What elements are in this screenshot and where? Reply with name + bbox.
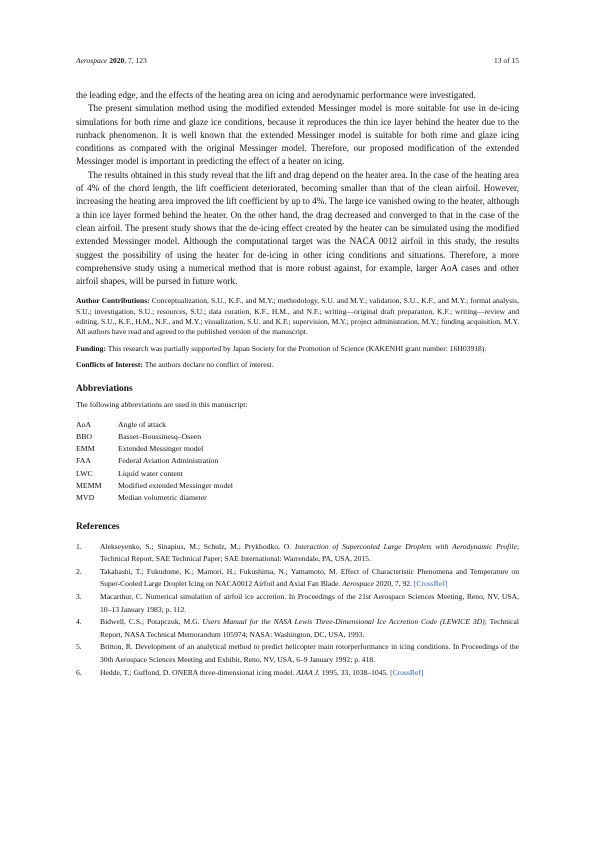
table-row (76, 432, 233, 444)
reference-text (100, 616, 519, 641)
list-item (76, 616, 519, 641)
reference-number: 1. (76, 541, 82, 551)
abbreviation: LWC (76, 468, 93, 478)
reference-part: Macarthur, C. Numerical simulation of airfoil ice accretion. In Proceedings of the 21st Aerospace Sciences Meeting, Reno, NV, USA, 10–13 January 1983; p. 112. (100, 591, 519, 614)
abbreviation: MEMM (76, 481, 102, 491)
list-item (76, 566, 519, 591)
reference-part: Takahashi, T.; Fukudome, K.; Mamori, H.; Fukushima, N.; Yamamoto, M. Effect of Characteristic Phenomena and Temperature on Super-Cooled Large Droplet Icing on NACA0012 Airfoil and Axial Fan Blade. (100, 566, 519, 589)
reference-part: 2020, 7, 92. (374, 579, 414, 589)
section-label: Funding: (76, 343, 106, 353)
reference-number: 6. (76, 667, 82, 677)
abbreviation: MVD (76, 493, 95, 503)
abbreviations-heading: Abbreviations (76, 384, 133, 395)
reference-text (100, 591, 519, 616)
reference-title: Aerospace (342, 579, 375, 589)
reference-title: AIAA J. (296, 667, 320, 677)
journal-year: 2020 (109, 56, 125, 65)
conflicts-of-interest (76, 360, 519, 370)
article-body (76, 89, 519, 679)
abbreviation-meaning: Modified extended Messinger model (118, 481, 233, 491)
section-text: Conceptualization, S.U., K.F., and M.Y.; methodology, S.U. and M.Y.; validation, S.U., K.F., and M.Y.; formal analysis, S.U.; investigation, S.U.; resources, S.U.; data curation, K.F., H.M., and N.F.; writing—original draft preparation, K.F.; writing—review and editing, S.U., K.F., H.M., N.F., and M.Y.; visualization, S.U. and K.F.; supervision, M.Y.; project administration, M.Y.; funding acquisition, M.Y. All authors have read and agreed to the published version of the manuscript. (76, 296, 519, 337)
section-text: This research was partially supported by Japan Society for the Promotion of Science (KAKENHI grant number: 16H03918). (105, 343, 487, 353)
crossref-link[interactable]: [CrossRef] (390, 667, 424, 677)
abbreviation-meaning: Angle of attack (118, 419, 167, 429)
table-row (76, 493, 233, 505)
table-row (76, 481, 233, 493)
reference-part: Britton, R. Development of an analytical method to predict helicopter main rotorperformance in icing conditions. In Proceedings of the 30th Aerospace Sciences Meeting and Exhibit, Reno, NV, USA, 6–9 January 1992; p. 418. (100, 642, 519, 664)
author-contributions (76, 296, 519, 337)
reference-part: Alekseyenko, S.; Sinapius, M.; Schulz, M.; Prykhodko, O. (100, 541, 295, 551)
journal-name: Aerospace (76, 56, 108, 65)
list-item (76, 591, 519, 616)
journal-citation (76, 56, 147, 65)
reference-part: 1995, 33, 1038–1045. (319, 667, 391, 677)
reference-number: 2. (76, 566, 82, 576)
reference-part: Hedde, T.; Guffond, D. ONERA three-dimensional icing model. (100, 667, 297, 677)
table-row (76, 444, 233, 456)
abbreviation-meaning: Basset–Boussinesq–Oseen (118, 431, 202, 441)
reference-part: Bidwell, C.S.; Potapczuk, M.G. (100, 617, 203, 627)
section-text: The authors declare no conflict of interest. (142, 359, 274, 369)
reference-number: 3. (76, 591, 82, 601)
paragraph: the leading edge, and the effects of the heating area on icing and aerodynamic performance were investigated. (76, 90, 476, 100)
abbreviations-intro: The following abbreviations are used in this manuscript: (76, 400, 248, 410)
reference-number: 4. (76, 617, 82, 627)
funding (76, 344, 519, 354)
reference-title: Interaction of Supercooled Large Droplets with Aerodynamic Profile (294, 541, 517, 551)
table-row (76, 420, 233, 432)
abbreviation-meaning: Liquid water content (118, 468, 183, 478)
reference-text (100, 667, 519, 680)
section-label: Conflicts of Interest: (76, 359, 143, 369)
reference-text (100, 641, 519, 666)
reference-part: ; Technical Report, NASA Technical Memorandum 105974; NASA: Washington, DC, USA, 1993. (100, 617, 520, 639)
abbreviation: AoA (76, 419, 92, 429)
table-row (76, 456, 233, 468)
reference-title: Users Manual for the NASA Lewis Three-Dimensional Ice Accretion Code (LEWICE 3D) (202, 617, 485, 627)
section-label: Author Contributions: (76, 296, 150, 306)
list-item (76, 541, 519, 566)
paragraph: The present simulation method using the modified extended Messinger model is more suitable for use in de-icing simulations for both rime and glaze ice conditions, because it reproduces the thin ice layer behind the heater due to the runback phenomenon. It is well known that the extended Messinger model is suitable for both rime and glaze icing conditions as compared with the original Messinger model. Therefore, our proposed modification of the extended Messinger model is important in predicting the effect of a heater on icing. (76, 103, 519, 167)
abbreviation: FAA (76, 456, 92, 466)
running-header (76, 56, 519, 65)
abbreviations-table (76, 420, 233, 506)
references-list (76, 541, 519, 680)
abbreviation-meaning: Median volumetric diameter (118, 493, 207, 503)
list-item (76, 667, 519, 680)
table-row (76, 469, 233, 481)
journal-volume: , 7, 123 (124, 56, 147, 65)
reference-text (100, 566, 519, 591)
reference-part: ; Technical Report, SAE Technical Paper; SAE International: Warrendale, PA, USA, 2015. (100, 541, 520, 564)
reference-text (100, 541, 519, 566)
page-number: 13 of 15 (494, 56, 519, 65)
references-heading: References (76, 521, 120, 532)
reference-number: 5. (76, 642, 82, 652)
abbreviation-meaning: Extended Messinger model (118, 444, 204, 454)
crossref-link[interactable]: [CrossRef] (413, 579, 448, 589)
abbreviation: EMM (76, 444, 95, 454)
paragraph: The results obtained in this study reveal that the lift and drag depend on the heater area. In the case of the heating area of 4% of the chord length, the lift coefficient deteriorated, becoming smaller than that of the clean airfoil. However, increasing the heating area improved the lift coefficient by up to 4%. The large ice vanished owing to the heater, although a thin ice layer formed behind the heater. On the other hand, the drag decreased and converged to that in the case of the clean airfoil. The present study shows that the de-icing effect created by the heater can be simulated using the modified extended Messinger model. Although the computational target was the NACA 0012 airfoil in this study, the results suggest the possibility of using the heater for de-icing in other icing conditions and situations. Therefore, a more comprehensive study using a numerical method that is more robust against, for example, larger AoA cases and other airfoil shapes, will be pursed in future work. (76, 169, 519, 287)
abbreviation-meaning: Federal Aviation Administration (118, 456, 219, 466)
list-item (76, 641, 519, 666)
abbreviation: BBO (76, 431, 93, 441)
